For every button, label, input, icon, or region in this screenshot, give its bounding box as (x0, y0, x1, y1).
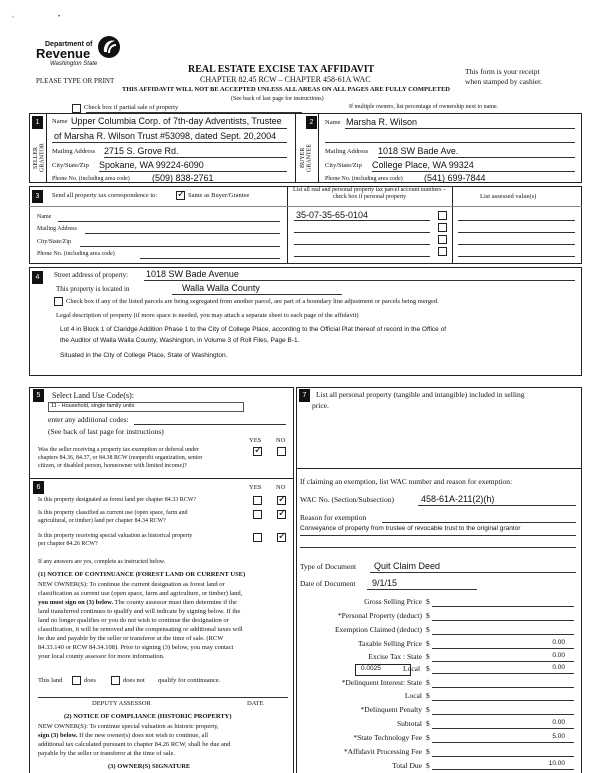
land-use-label: Select Land Use Code(s): (52, 391, 134, 400)
n1-line4: land transferred continues to qualify and will indicate by signing below. If the (38, 608, 241, 615)
s5-q1-line2: chapters 84.36, 84.37, or 84.38 RCW (nonprofit organization, senior (38, 455, 203, 461)
subtotal-value[interactable]: 0.00 (552, 719, 565, 726)
exemption-deduct-dollar: $ (426, 625, 430, 634)
dor-swoosh-icon (97, 34, 121, 60)
s6-q2-yes-checkbox[interactable] (253, 510, 262, 519)
corr-name-label: Name (37, 214, 52, 220)
buyer-address-label: Mailing Address (325, 148, 369, 155)
land-use-value: 11 - Household, single family units (51, 403, 135, 409)
personal-deduct-label: *Personal Property (deduct) (337, 611, 422, 620)
wac-label: WAC No. (Section/Subsection) (300, 495, 394, 504)
delinquent-penalty-dollar: $ (426, 705, 430, 714)
section-4-badge: 4 (32, 271, 43, 284)
section-3-badge: 3 (32, 190, 43, 203)
section-1-badge: 1 (32, 116, 43, 129)
does-label: does (84, 677, 96, 684)
s6-yes-header: YES (249, 484, 262, 491)
s5-yes-header: YES (249, 437, 262, 444)
personal-property-line2: price. (312, 401, 329, 410)
n2-line4: payable by the seller or transferor at the time of sale. (38, 750, 175, 757)
n1-line8: 84.33.140 or RCW 84.34.108). Prior to signing (3) below, you may contact (38, 644, 234, 651)
qualify-label: qualify for continuance. (158, 677, 221, 684)
delinquent-interest-dollar: $ (426, 678, 430, 687)
taxable-price-dollar: $ (426, 639, 430, 648)
delinquent-local-dollar: $ (426, 691, 430, 700)
parcel-header: List all real and personal property tax parcel account numbers – check box if personal property (293, 187, 446, 200)
doc-date-label: Date of Document (300, 579, 356, 588)
parcel-personal-checkbox-2[interactable] (438, 223, 447, 232)
total-due-label: Total Due (392, 761, 422, 770)
n1-line1: NEW OWNER(S): To continue the current designation as forest land or (38, 581, 225, 588)
affidavit-fee-label: *Affidavit Processing Fee (343, 747, 422, 756)
dept-line3: Washington State (50, 61, 98, 67)
seller-city[interactable]: Spokane, WA 99224-6090 (99, 160, 204, 170)
n1-line7: be due and payable by the seller or transferor at the time of sale. (RCW (38, 635, 224, 642)
notice-continuance-title: (1) NOTICE OF CONTINUANCE (FOREST LAND OR CURRENT USE) (38, 571, 246, 578)
legal-line2[interactable]: the Auditor of Walla Walla County, Washington, in Volume 3 of Roll Files, Page B-1. (60, 337, 300, 344)
affidavit-fee-dollar: $ (426, 747, 430, 756)
subtotal-label: Subtotal (396, 719, 422, 728)
n2-line1: NEW OWNER(S): To continue special valuation as historic property, (38, 723, 219, 730)
s6-q2-no-checkbox[interactable] (277, 510, 286, 519)
land-does-checkbox[interactable] (72, 676, 81, 685)
buyer-address[interactable]: 1018 SW Bade Ave. (378, 146, 459, 156)
total-due-dollar: $ (426, 761, 430, 770)
taxable-price-label: Taxable Selling Price (357, 639, 422, 648)
s6-q1-no-checkbox[interactable] (277, 496, 286, 505)
tech-fee-label: *State Technology Fee (353, 733, 422, 742)
seller-address-label: Mailing Address (52, 148, 96, 155)
s6-q2-line1: Is this property classified as current use (open space, farm and (38, 510, 188, 516)
local-value[interactable]: 0.00 (552, 664, 565, 671)
seller-address[interactable]: 2715 S. Grove Rd. (104, 146, 179, 156)
seller-name-label: Name (52, 118, 68, 125)
deputy-date-label: DATE (247, 700, 264, 707)
taxable-price-value[interactable]: 0.00 (552, 639, 565, 646)
form-title: REAL ESTATE EXCISE TAX AFFIDAVIT (188, 64, 375, 75)
dept-line2: Revenue (36, 46, 91, 61)
excise-state-dollar: $ (426, 652, 430, 661)
scan-mark: ‘ (12, 16, 14, 22)
n1-line3: you must sign on (3) below. The county assessor must then determine if the (38, 599, 237, 606)
seller-phone-label: Phone No. (including area code) (52, 176, 130, 182)
land-does-not-checkbox[interactable] (111, 676, 120, 685)
personal-deduct-dollar: $ (426, 611, 430, 620)
excise-state-label: Excise Tax : State (368, 652, 422, 661)
legal-line1[interactable]: Lot 4 in Block 1 of Claridge Addition Phase 1 to the City of College Place, according to the Official Plat thereof of record in the Office of (60, 326, 447, 333)
form-warning: THIS AFFIDAVIT WILL NOT BE ACCEPTED UNLESS ALL AREAS ON ALL PAGES ARE FULLY COMPLETED (122, 86, 450, 93)
section-4-box (29, 267, 582, 376)
buyer-side-label: BUYER GRANTEE (300, 144, 313, 172)
s6-q1-yes-checkbox[interactable] (253, 496, 262, 505)
section-7-badge: 7 (299, 389, 310, 402)
same-as-buyer-label: Same as Buyer/Grantee (188, 192, 250, 199)
seller-name-line2[interactable]: of Marsha R. Wilson Trust #53098, dated Sept. 20,2004 (54, 131, 277, 141)
s6-q2-line2: agricultural, or timber) land per chapter 84.34 RCW? (38, 518, 166, 524)
tech-fee-value[interactable]: 5.00 (552, 733, 565, 740)
buyer-name-label: Name (325, 119, 341, 126)
s6-q3-no-checkbox[interactable] (277, 533, 286, 542)
this-land-label: This land (38, 677, 63, 684)
s5-q1-line3: citizen, or disabled person, homeowner with limited income)? (38, 463, 187, 469)
street-address[interactable]: 1018 SW Bade Avenue (146, 269, 239, 279)
buyer-name[interactable]: Marsha R. Wilson (346, 117, 418, 127)
receipt-line1: This form is your receipt (465, 67, 540, 76)
n2-line3: additional tax calculated pursuant to chapter 84.26 RCW, shall be due and (38, 741, 231, 748)
section-6-badge: 6 (33, 481, 44, 494)
notice-compliance-title: (2) NOTICE OF COMPLIANCE (HISTORIC PROPERTY) (64, 713, 232, 720)
buyer-phone[interactable]: (541) 699-7844 (424, 173, 486, 183)
receipt-line2: when stamped by cashier. (465, 77, 543, 86)
local-rate-value: 0.0025 (361, 665, 381, 672)
segregated-checkbox[interactable] (54, 297, 63, 306)
gross-price-label: Gross Selling Price (364, 597, 422, 606)
land-use-see-back: (See back of last page for instructions) (48, 427, 164, 436)
buyer-city-label: City/State/Zip (325, 162, 362, 169)
corr-phone-label: Phone No. (including area code) (37, 251, 115, 257)
s5-q1-line1: Was the seller receiving a property tax exemption or deferral under (38, 447, 199, 453)
segregated-label: Check box if any of the listed parcels are being segregated from another parcel, are part of a boundary line adjustment or parcels being merged. (66, 298, 439, 305)
subtotal-dollar: $ (426, 719, 430, 728)
delinquent-interest-label: *Delinquent Interest: State (341, 678, 422, 687)
assessed-header: List assessed value(s) (480, 193, 537, 200)
owner-signature-label: (3) OWNER(S) SIGNATURE (108, 763, 191, 770)
delinquent-local-label: Local (404, 691, 422, 700)
n2-line2: sign (3) below. If the new owner(s) does not wish to continue, all (38, 732, 209, 739)
personal-property-line1: List all personal property (tangible and intangible) included in selling (316, 390, 525, 399)
n1-line5: land no longer qualifies or you do not wish to continue the designation or (38, 617, 229, 624)
local-label: Local (403, 664, 421, 673)
doc-date[interactable]: 9/1/15 (372, 578, 398, 588)
s5-q1-yes-checkbox[interactable] (253, 447, 262, 456)
parcel-personal-checkbox-3[interactable] (438, 235, 447, 244)
wac-number[interactable]: 458-61A-211(2)(h) (421, 494, 495, 504)
dept-line1: Department of (45, 41, 93, 48)
s6-q3-yes-checkbox[interactable] (253, 533, 262, 542)
send-correspondence-label: Send all property tax correspondence to: (52, 192, 158, 199)
parcel-personal-checkbox-1[interactable] (438, 211, 447, 220)
n1-line9: your local county assessor for more information. (38, 653, 165, 660)
delinquent-penalty-label: *Delinquent Penalty (360, 705, 422, 714)
section-5-badge: 5 (33, 389, 44, 402)
tech-fee-dollar: $ (426, 733, 430, 742)
additional-codes-label: enter any additional codes: (48, 415, 129, 424)
s5-q1-no-checkbox[interactable] (277, 447, 286, 456)
partial-sale-label: Check box if partial sale of property (84, 104, 179, 111)
same-as-buyer-checkbox[interactable] (176, 191, 185, 200)
local-dollar: $ (426, 664, 430, 673)
if-any-yes: If any answers are yes, complete as instructed below. (38, 559, 166, 565)
street-label: Street address of property: (54, 271, 129, 279)
s6-no-header: NO (276, 484, 286, 491)
n1-line2: classification as current use (open space, farm and agriculture, or timber) land, (38, 590, 243, 597)
does-not-label: does not (123, 677, 145, 684)
exemption-deduct-label: Exemption Claimed (deduct) (334, 625, 422, 634)
buyer-phone-label: Phone No. (including area code) (325, 176, 403, 182)
legal-line3[interactable]: Situated in the City of College Place, State of Washington. (60, 352, 228, 359)
parcel-number-1[interactable]: 35-07-35-65-0104 (296, 210, 369, 220)
legal-description-label: Legal description of property (if more space is needed, you may attach a separate sheet to each page of the affidavit) (56, 312, 359, 319)
excise-state-value[interactable]: 0.00 (552, 652, 565, 659)
total-due-value[interactable]: 10.00 (548, 760, 565, 767)
doc-type-label: Type of Document (300, 562, 357, 571)
corr-city-label: City/State/Zip (37, 239, 71, 245)
n1-line6: classification, it will be removed and the compensating or additional taxes will (38, 626, 243, 633)
s6-q1: Is this property designated as forest land per chapter 84.33 RCW? (38, 497, 197, 503)
reason-label: Reason for exemption (300, 513, 367, 522)
exemption-reason[interactable]: Conveyance of property from trustee of revocable trust to the original grantor (300, 525, 521, 532)
parcel-personal-checkbox-4[interactable] (438, 247, 447, 256)
s5-no-header: NO (276, 437, 286, 444)
doc-type[interactable]: Quit Claim Deed (374, 561, 441, 571)
corr-mailing-label: Mailing Address (37, 226, 77, 232)
form-chapters: CHAPTER 82.45 RCW – CHAPTER 458-61A WAC (200, 75, 371, 84)
print-note: PLEASE TYPE OR PRINT (36, 77, 115, 85)
s6-q3-line2: per chapter 84.26 RCW? (38, 541, 98, 547)
seller-side-label: SELLER GRANTOR (33, 143, 46, 173)
s6-q3-line1: Is this property receiving special valuation as historical property (38, 533, 193, 539)
section-2-badge: 2 (306, 116, 317, 129)
scan-mark: • (58, 14, 61, 20)
buyer-city[interactable]: College Place, WA 99324 (372, 160, 474, 170)
see-back-note: (See back of last page for instructions) (231, 96, 324, 102)
deputy-assessor-label: DEPUTY ASSESSOR (92, 700, 151, 707)
seller-name-line1[interactable]: Upper Columbia Corp. of 7th-day Adventists, Trustee (71, 116, 282, 126)
located-in-label: This property is located in (56, 285, 130, 293)
exemption-label: If claiming an exemption, list WAC number and reason for exemption: (300, 477, 513, 486)
seller-city-label: City/State/Zip (52, 162, 89, 169)
gross-price-dollar: $ (426, 597, 430, 606)
seller-phone[interactable]: (509) 838-2761 (152, 173, 214, 183)
county[interactable]: Walla Walla County (182, 283, 260, 293)
partial-sale-checkbox[interactable] (72, 104, 81, 113)
multiple-owners-note: If multiple owners, list percentage of ownership next to name. (349, 104, 499, 110)
